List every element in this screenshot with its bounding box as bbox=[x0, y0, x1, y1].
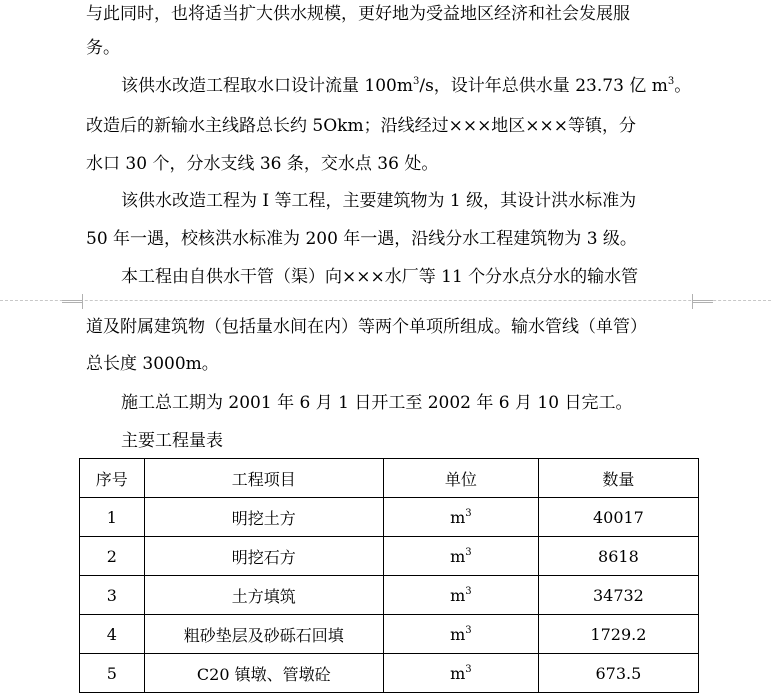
paragraph-line: 务。 bbox=[86, 38, 120, 58]
paragraph-line: 施工总工期为 2001 年 6 月 1 日开工至 2002 年 6 月 10 日完工。 bbox=[121, 393, 633, 413]
cell-qty: 1729.2 bbox=[538, 615, 698, 654]
cell-item: 明挖土方 bbox=[144, 498, 383, 537]
cell-no: 3 bbox=[80, 576, 145, 615]
header-unit: 单位 bbox=[383, 459, 538, 498]
cell-unit: $m^3$ bbox=[383, 654, 538, 693]
cell-no: 1 bbox=[80, 498, 145, 537]
paragraph-line: 总长度 3000m。 bbox=[86, 354, 219, 374]
paragraph-line: 改造后的新输水主线路总长约 5Okm；沿线经过×××地区×××等镇，分 bbox=[86, 116, 637, 136]
cell-item: 土方填筑 bbox=[144, 576, 383, 615]
paragraph-line: 该供水改造工程为 I 等工程，主要建筑物为 1 级，其设计洪水标准为 bbox=[121, 191, 637, 211]
cell-unit: $m^3$ bbox=[383, 576, 538, 615]
table-caption: 主要工程量表 bbox=[121, 431, 223, 451]
table-row bbox=[80, 498, 699, 537]
paragraph-line: 50 年一遇，校核洪水标准为 200 年一遇，沿线分水工程建筑物为 3 级。 bbox=[86, 229, 637, 249]
cell-qty: 34732 bbox=[538, 576, 698, 615]
table-header-row bbox=[80, 459, 699, 498]
paragraph-line: 水口 30 个，分水支线 36 条，交水点 36 处。 bbox=[86, 154, 439, 174]
header-item: 工程项目 bbox=[144, 459, 383, 498]
header-qty: 数量 bbox=[538, 459, 698, 498]
cell-item: C20 镇墩、管墩砼 bbox=[144, 654, 383, 693]
cell-no: 2 bbox=[80, 537, 145, 576]
cell-qty: 40017 bbox=[538, 498, 698, 537]
paragraph-line: 与此同时，也将适当扩大供水规模，更好地为受益地区经济和社会发展服 bbox=[86, 4, 630, 24]
page-break-divider bbox=[0, 300, 771, 301]
paragraph-line-design-flow: 该供水改造工程取水口设计流量 $100m^3/s$，设计年总供水量 23.73 亿 $m^3$。 bbox=[121, 76, 692, 96]
paragraph-line: 道及附属建筑物（包括量水间在内）等两个单项所组成。输水管线（单管） bbox=[86, 317, 647, 337]
table-row bbox=[80, 576, 699, 615]
cell-unit: $m^3$ bbox=[383, 498, 538, 537]
table-row bbox=[80, 537, 699, 576]
header-no: 序号 bbox=[80, 459, 145, 498]
table-row bbox=[80, 615, 699, 654]
cell-item: 明挖石方 bbox=[144, 537, 383, 576]
cell-qty: 8618 bbox=[538, 537, 698, 576]
cell-no: 5 bbox=[80, 654, 145, 693]
paragraph-line: 本工程由自供水干管（渠）向×××水厂等 11 个分水点分水的输水管 bbox=[121, 267, 639, 287]
quantities-table bbox=[79, 458, 699, 693]
cell-qty: 673.5 bbox=[538, 654, 698, 693]
margin-corner-mark bbox=[62, 300, 83, 309]
cell-item: 粗砂垫层及砂砾石回填 bbox=[144, 615, 383, 654]
margin-corner-mark bbox=[692, 300, 713, 309]
cell-unit: $m^3$ bbox=[383, 615, 538, 654]
cell-no: 4 bbox=[80, 615, 145, 654]
cell-unit: $m^3$ bbox=[383, 537, 538, 576]
